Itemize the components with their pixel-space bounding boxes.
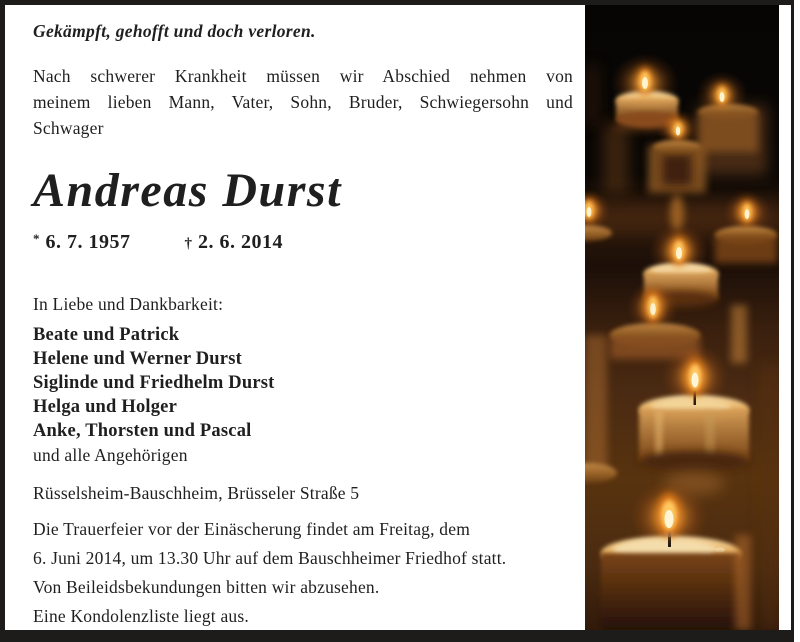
- epigraph: Gekämpft, gehofft und doch verloren.: [33, 21, 316, 41]
- mourner-line: Helga und Holger: [33, 397, 178, 417]
- birth-symbol: *: [33, 231, 40, 246]
- death-date: † 2. 6. 2014: [184, 231, 283, 253]
- funeral-line: 6. Juni 2014, um 13.30 Uhr auf dem Bauschheimer Friedhof statt.: [33, 548, 507, 568]
- intro-paragraph: [33, 63, 573, 141]
- death-cross-icon: †: [184, 236, 193, 252]
- salutation: In Liebe und Dankbarkeit:: [33, 294, 224, 314]
- intro-line: Schwager: [33, 118, 104, 138]
- right-gutter: [779, 5, 791, 630]
- birth-date: * 6. 7. 1957: [33, 231, 131, 253]
- life-dates: [33, 231, 573, 254]
- obituary-text-column: [5, 5, 585, 630]
- intro-line: Nach schwerer Krankheit müssen wir Abschied nehmen von: [33, 66, 573, 86]
- candles-photo-illustration: [585, 5, 779, 630]
- mourner-line: Siglinde und Friedhelm Durst: [33, 373, 275, 393]
- mourner-line: Helene und Werner Durst: [33, 349, 242, 369]
- mourner-list: [33, 323, 573, 467]
- funeral-info: [33, 515, 573, 631]
- address-line: Rüsselsheim-Bauschheim, Brüsseler Straße 5: [33, 483, 360, 503]
- deceased-name: Andreas Durst: [33, 164, 342, 217]
- mourner-line: Anke, Thorsten und Pascal: [33, 421, 252, 441]
- intro-line: meinem lieben Mann, Vater, Sohn, Bruder, Schwiegersohn und: [33, 92, 573, 112]
- funeral-line: Die Trauerfeier vor der Einäscherung findet am Freitag, dem: [33, 519, 471, 539]
- candles-photo: [585, 5, 779, 630]
- funeral-line: Von Beileidsbekundungen bitten wir abzusehen.: [33, 577, 380, 597]
- mourner-line: Beate und Patrick: [33, 325, 180, 345]
- mourners-suffix: und alle Angehörigen: [33, 445, 188, 465]
- funeral-line: Eine Kondolenzliste liegt aus.: [33, 606, 249, 626]
